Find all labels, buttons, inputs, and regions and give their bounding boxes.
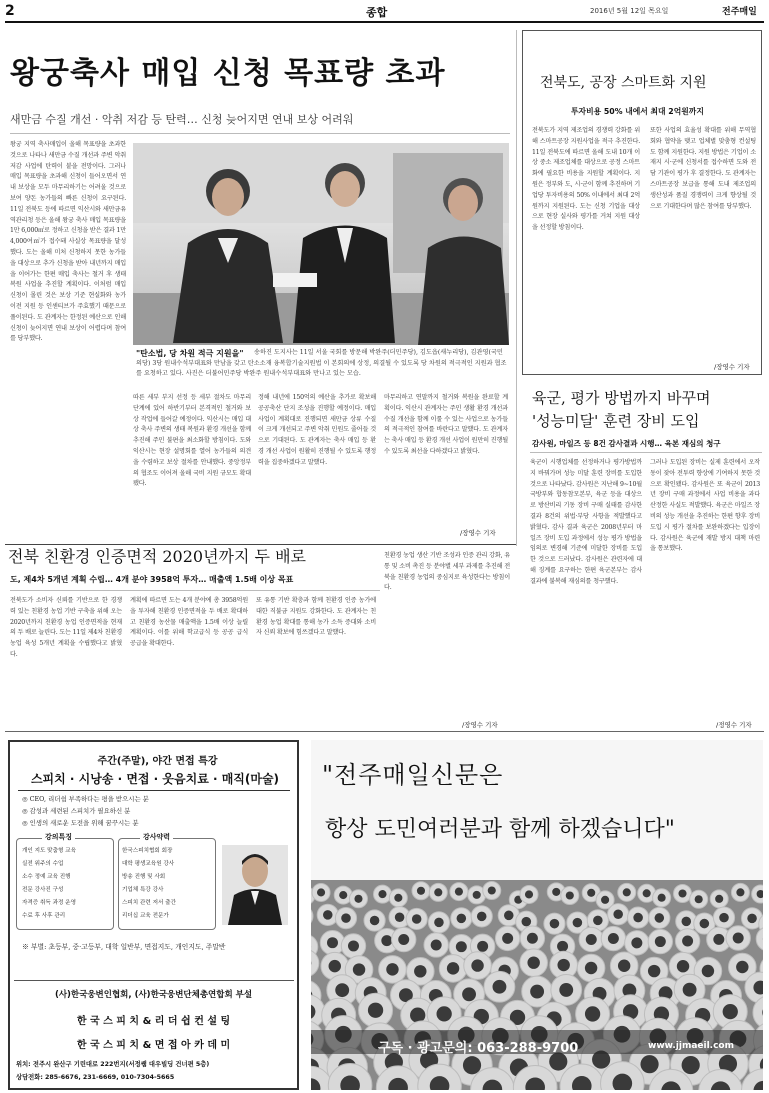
- lead-photo: [133, 143, 509, 345]
- circle-check-icon: ◎: [22, 795, 30, 803]
- sunflower: [484, 971, 515, 1002]
- army-byline: /정영수 기자: [716, 721, 752, 729]
- eco-subhead: 도, 제4차 5개년 계획 수립… 4개 분야 3958억 투자… 매출액 1.5배 이상 목표: [10, 575, 294, 584]
- army-subhead-rule: [530, 452, 762, 453]
- eco-col1: 전북도가 소비자 신뢰를 기반으로 한 경쟁력 있는 친환경 농업 기반 구축을 위해 오는 2020년까지 친환경 농업 인증면적을 현재의 두 배로 늘린다. 도는 11일 제4차 친환경농업 육성 5개년 계획을 수립했다고 밝혔다.: [10, 597, 122, 658]
- speech-ad-bullet: ◎ CEO, 리더쉽 부족하다는 평을 받으시는 분: [22, 795, 149, 803]
- sunflower: [464, 952, 492, 980]
- speech-ad-profile-item: 스피치 관련 저서 출간: [122, 900, 176, 906]
- lead-photo-caption: 송하진 도지사는 11일 서울 국회를 방문해 박완주(더민주당), 김도읍(새누리당), 김관영(국민의당) 3당 원내수석부대표와 만남을 갖고 탄소소재 융복합기술지원법 이 본회의에 상정, 의결될 수 있도록 당 차원의 적극적인 지원과 협조를 요청하고 있다. 사진은 더불어민주당 박완주 원내수석부대표와 만나고 있는 모습.: [136, 349, 507, 377]
- sunflower: [483, 882, 501, 900]
- eco-col3: 또 유통 기반 확충과 함께 친환경 인증 농가에 대한 직불금 지원도 강화한다. 도 관계자는 친환경 농업 확대를 통해 농가 소득 증대와 소비자 신뢰 확보에 힘쓰겠다고 말했다.: [256, 597, 376, 637]
- speech-ad-feature-item: 수료 후 사후 관리: [22, 913, 66, 919]
- sunflower: [495, 926, 519, 950]
- sunflower: [579, 927, 603, 951]
- sunflower: [520, 885, 538, 903]
- sunflower: [373, 885, 391, 903]
- sunflower: [520, 949, 548, 977]
- paper-ad-url[interactable]: www.jjmaeil.com: [648, 1041, 734, 1051]
- speech-ad-footer-note: ※ 부별: 초등부, 중·고등부, 대학 일반부, 면접지도, 개인지도, 주말반: [22, 943, 226, 951]
- speech-ad-profile-item: 한국스피치협회 회장: [122, 848, 173, 854]
- speech-ad-feature-list: [22, 845, 110, 923]
- paper-name: 전주매일: [722, 7, 757, 17]
- lead-subhead-rule: [10, 133, 510, 134]
- sunflower: [601, 926, 625, 950]
- speech-ad-footer-rule: [14, 980, 294, 981]
- speech-ad-feature-title: 강의특징: [42, 832, 75, 842]
- lead-divider: [516, 30, 517, 546]
- speech-ad-profile-list: [122, 845, 214, 923]
- sunflower: [690, 890, 708, 908]
- sunflower: [320, 930, 344, 954]
- sunflower: [618, 883, 636, 901]
- speech-ad-top: 주간(주말), 야간 면접 특강: [97, 756, 218, 767]
- sunflower: [561, 887, 579, 905]
- sunflower: [335, 908, 356, 929]
- sunflower: [389, 889, 407, 907]
- speech-ad-profile-item: 리더십 교육 전문가: [122, 913, 169, 919]
- sunflower: [544, 913, 565, 934]
- speech-ad-profile-title: 강사약력: [140, 832, 173, 842]
- sunflower: [379, 956, 407, 984]
- masthead-rule: [5, 21, 764, 23]
- speech-ad-bullet: ◎ 인생의 새로운 도전을 위해 꿈꾸시는 분: [22, 819, 139, 827]
- speech-ad-profile-item: 방송 진행 및 사회: [122, 874, 166, 880]
- speech-ad-feature-item: 자격증 취득 과정 운영: [22, 900, 76, 906]
- sunflower: [726, 926, 750, 950]
- eco-col2: 계획에 따르면 도는 4개 분야에 총 3958억원을 투자해 친환경 인증면적을 두 배로 확대하고 친환경 농산물 매출액을 1.5배 이상 늘릴 계획이다. 이를 위해 학교급식 등 공공 급식 공급을 확대한다.: [130, 597, 248, 648]
- sunflower: [412, 882, 430, 900]
- army-col2: 그러나 도입된 장비는 실제 훈련에서 오작동이 잦아 전투력 향상에 기여하지 못한 것으로 확인됐다. 감사원은 또 육군이 2013년 장비 구매 과정에서 사업 비용을 과다 산정한 사실도 적발했다. 육군은 마일즈 장비의 성능 개선을 추진하는 한편 향후 장비 도입 시 평가 절차를 보완하겠다는 입장이다. 감사원은 육군에 재발 방지 대책 마련을 통보했다.: [650, 459, 760, 553]
- speech-ad-title: 스피치 · 시낭송 · 면접 · 웃음치료 · 매직(마술): [30, 772, 280, 786]
- sunflower: [551, 975, 582, 1006]
- sunflower: [317, 904, 338, 925]
- meeting-photo-illustration: [133, 143, 509, 345]
- sunflower: [428, 912, 449, 933]
- paper-ad-line-2: 항상 도민여러분과 함께 하겠습니다": [325, 817, 675, 842]
- sunflower: [608, 904, 629, 925]
- speech-ad-feature-item: 전문 강사진 구성: [22, 887, 64, 893]
- sunflower: [577, 954, 605, 982]
- lead-col1: 왕궁 지역 축사매입이 올해 목표량을 초과한 것으로 나타나 새만금 수질 개선과 주변 악취 저감 사업에 탄력이 붙을 전망이다. 그러나 매입 목표량을 초과해 신청이 들어오면서 연내 보상을 모두 마무리하기는 어려울 것으로 보여 양돈 농가들의 빠른 신청이 요구된다. 11일 전북도 등에 따르면 익산시와 새만금유역관리청 등은 올해 왕궁 축사 매입 목표량을 1만 6,000㎡로 정하고 신청을 받은 결과 1만 4,000여㎡가 접수돼 사실상 목표량을 달성했다. 도는 올해 미처 신청하지 못한 농가들을 대상으로 추가 신청을 받아 내년까지 매입을 이어가는 한편 매입 축사는 철거 후 생태 복원 사업을 추진할 계획이다. 이처럼 매입 신청이 몰린 것은 보상 기준 현실화와 농가 이전 지원 등 인센티브가 주효했기 때문으로 풀이된다. 도 관계자는 한정된 예산으로 인해 신청이 늦어지면 연내 보상이 어렵다며 참여를 당부했다.: [10, 141, 126, 343]
- sunflower: [364, 910, 385, 931]
- eco-headline: 전북 친환경 인증면적 2020년까지 두 배로: [8, 547, 306, 566]
- sunflower: [710, 890, 728, 908]
- speech-ad-school-1: 한 국 스 피 치 & 리 더 쉽 컨 설 팅: [76, 1016, 231, 1027]
- page-number: 2: [5, 3, 15, 19]
- sunflower: [349, 890, 367, 908]
- speech-ad-location: 위치: 전주시 완산구 기린대로 222번지(서정쌤 대우빌딩 건너편 5층): [16, 1061, 210, 1068]
- sunflower: [675, 929, 699, 953]
- eco-byline: /장영수 기자: [462, 721, 498, 729]
- army-headline-1: 육군, 평가 방법까지 바꾸며: [532, 389, 711, 407]
- factory-subhead: 투자비용 50% 내에서 최대 2억원까지: [571, 107, 704, 116]
- sunflower: [312, 883, 330, 901]
- section-title: 종합: [366, 6, 388, 19]
- army-headline-2: '성능미달' 훈련 장비 도입: [532, 412, 700, 430]
- sunflower: [450, 883, 468, 901]
- speech-ad-feature-item: 소수 정예 교육 진행: [22, 874, 71, 880]
- army-col1: 육군이 시행업체를 선정하거나 평가방법까지 바꿔가며 성능 미달 훈련 장비를 도입한 것으로 나타났다. 감사원은 지난해 9~10월 국방부와 합동참모본부, 육군 등을 대상으로 방산비리 기동 장비 구매 실태를 감사한 결과 8건의 위법·부당 사항을 적발했다고 밝혔다. 감사 결과 육군은 2008년부터 마일즈 장비 도입 과정에서 성능 평가 방법을 임의로 변경해 기준에 미달한 장비를 도입한 것으로 드러났다. 감사원은 관련자에 대해 징계를 요구하는 한편 육군본부는 감사 결과에 불복해 재심의를 청구했다.: [530, 459, 642, 585]
- sunflower: [439, 955, 467, 983]
- sunflower: [359, 993, 393, 1027]
- speech-ad-org: (사)한국웅변인협회, (사)한국웅변단체총연합회 부설: [54, 990, 253, 1000]
- lead-subhead: 새만금 수질 개선 · 악취 저감 등 탄력… 신청 늦어지면 연내 보상 어려워: [10, 113, 354, 126]
- sunflower: [628, 907, 649, 928]
- speech-ad-feature-item: 개인 지도 맞춤형 교육: [22, 848, 76, 854]
- sunflower: [392, 927, 416, 951]
- speech-ad-school-2: 한 국 스 피 치 & 면 접 아 카 데 미: [76, 1040, 231, 1051]
- factory-byline: /장영수 기자: [714, 363, 750, 371]
- sunflower: [625, 931, 649, 955]
- speech-ad-bullet-list: [22, 793, 292, 829]
- sunflower: [648, 929, 672, 953]
- speech-ad-phone: 상담전화: 285-6676, 231-6669, 010-7304-5665: [16, 1074, 175, 1081]
- ads-top-rule: [5, 731, 764, 732]
- sunflower: [674, 885, 692, 903]
- lead-headline: 왕궁축사 매입 신청 목표량 초과: [10, 56, 446, 91]
- army-subhead: 감사원, 마일즈 등 8건 감사결과 시행… 육본 재심의 청구: [532, 439, 721, 448]
- speech-ad-feature-item: 실전 위주의 수업: [22, 861, 64, 867]
- speech-ad-bullet: ◎ 감성과 세련된 스피치가 필요하신 분: [22, 807, 131, 815]
- factory-col1: 전북도가 지역 제조업의 경쟁력 강화를 위해 스마트공장 지원사업을 적극 추진한다. 11일 전북도에 따르면 올해 도내 10개 이상 중소 제조업체를 대상으로 공정 스마트화에 필요한 비용을 지원할 계획이다. 지원은 정부와 도, 시·군이 함께 추진하며 기업당 투자비용의 50% 이내에서 최대 2억원까지 지원된다. 도는 신청 기업을 대상으로 현장 실사와 평가를 거쳐 지원 대상을 선정할 방침이다.: [532, 127, 640, 232]
- issue-date: 2016년 5월 12일 목요일: [590, 7, 669, 15]
- sunflower: [471, 906, 492, 927]
- sunflower: [520, 926, 544, 950]
- sunflower: [406, 908, 427, 929]
- sunflower: [649, 907, 670, 928]
- speech-ad-profile-item: 기업체 특강 강사: [122, 887, 164, 893]
- lead-col3: 정해 내년에 150억의 예산을 추가로 확보해 공공축산 단지 조성을 진행할 예정이다. 매입 사업이 계획대로 진행되면 새만금 상류 수질이 크게 개선되고 주변 악취 민원도 줄어들 것으로 기대된다. 도 관계자는 축사 매입 등 환경 개선 사업이 원활히 진행될 수 있도록 행정력을 집중하겠다고 말했다.: [258, 394, 376, 466]
- speech-ad-portrait: [222, 845, 288, 925]
- sunflower: [653, 889, 671, 907]
- paper-ad-line-1: "전주매일신문은: [322, 761, 504, 789]
- lead-col2: 따른 세부 부지 선정 등 세부 절차도 마무리 단계에 있어 하반기부터 본격적인 철거와 보상 작업에 들어갈 예정이다. 익산시는 매입 대상 축사 주변의 생태 복원과 환경 개선을 함께 추진해 주민 불편을 최소화할 방침이다. 도와 익산시는 현장 설명회를 열어 농가들의 의견을 수렴하고 보상 절차를 안내했다. 중앙정부의 협조도 이어져 올해 국비 지원 규모도 확대됐다.: [133, 394, 251, 488]
- sunflower: [731, 883, 749, 901]
- paper-ad-contact: 구독 · 광고문의: 063-288-9700: [378, 1041, 579, 1056]
- circle-check-icon: ◎: [22, 807, 30, 815]
- lead-photo-caption-title: "탄소법, 당 차원 적극 지원을": [136, 349, 244, 358]
- portrait-illustration: [222, 845, 288, 925]
- sunflower: [341, 934, 365, 958]
- sunflower: [713, 907, 734, 928]
- sunflower: [451, 908, 472, 929]
- lead-byline: /장영수 기자: [460, 529, 496, 537]
- lead-col4: 마무리하고 연말까지 철거와 복원을 완료할 계획이다. 익산시 관계자는 주민 생활 환경 개선과 수질 개선을 함께 이룰 수 있는 사업으로 농가들의 적극적인 참여를 바란다고 말했다. 도 관계자는 축사 매입 등 환경 개선 사업이 원만히 진행될 수 있도록 최선을 다하겠다고 밝혔다.: [384, 394, 508, 455]
- sunflower: [424, 933, 448, 957]
- eco-subhead-rule: [10, 590, 380, 591]
- eco-col4: 친환경 농업 생산 기반 조성과 인증 관리 강화, 유통 및 소비 촉진 등 분야별 세부 과제를 추진해 전북을 친환경 농업의 중심지로 육성한다는 방침이다.: [384, 552, 510, 592]
- sunflower: [429, 883, 447, 901]
- factory-headline: 전북도, 공장 스마트화 지원: [540, 75, 707, 91]
- circle-check-icon: ◎: [22, 819, 30, 827]
- factory-col2: 또한 사업의 효율성 확대를 위해 무역협회와 협약을 맺고 업체별 맞춤형 컨설팅도 함께 지원한다. 지원 방법은 기업이 소재지 시·군에 신청서를 접수하면 도와 전담 기관이 평가 후 결정한다. 도 관계자는 스마트공장 보급을 통해 도내 제조업의 생산성과 품질 경쟁력이 크게 향상될 것으로 기대한다며 많은 참여를 당부했다.: [650, 127, 756, 210]
- speech-ad-profile-item: 대학 평생교육원 강사: [122, 861, 175, 867]
- speech-ad-title-rule: [18, 790, 290, 791]
